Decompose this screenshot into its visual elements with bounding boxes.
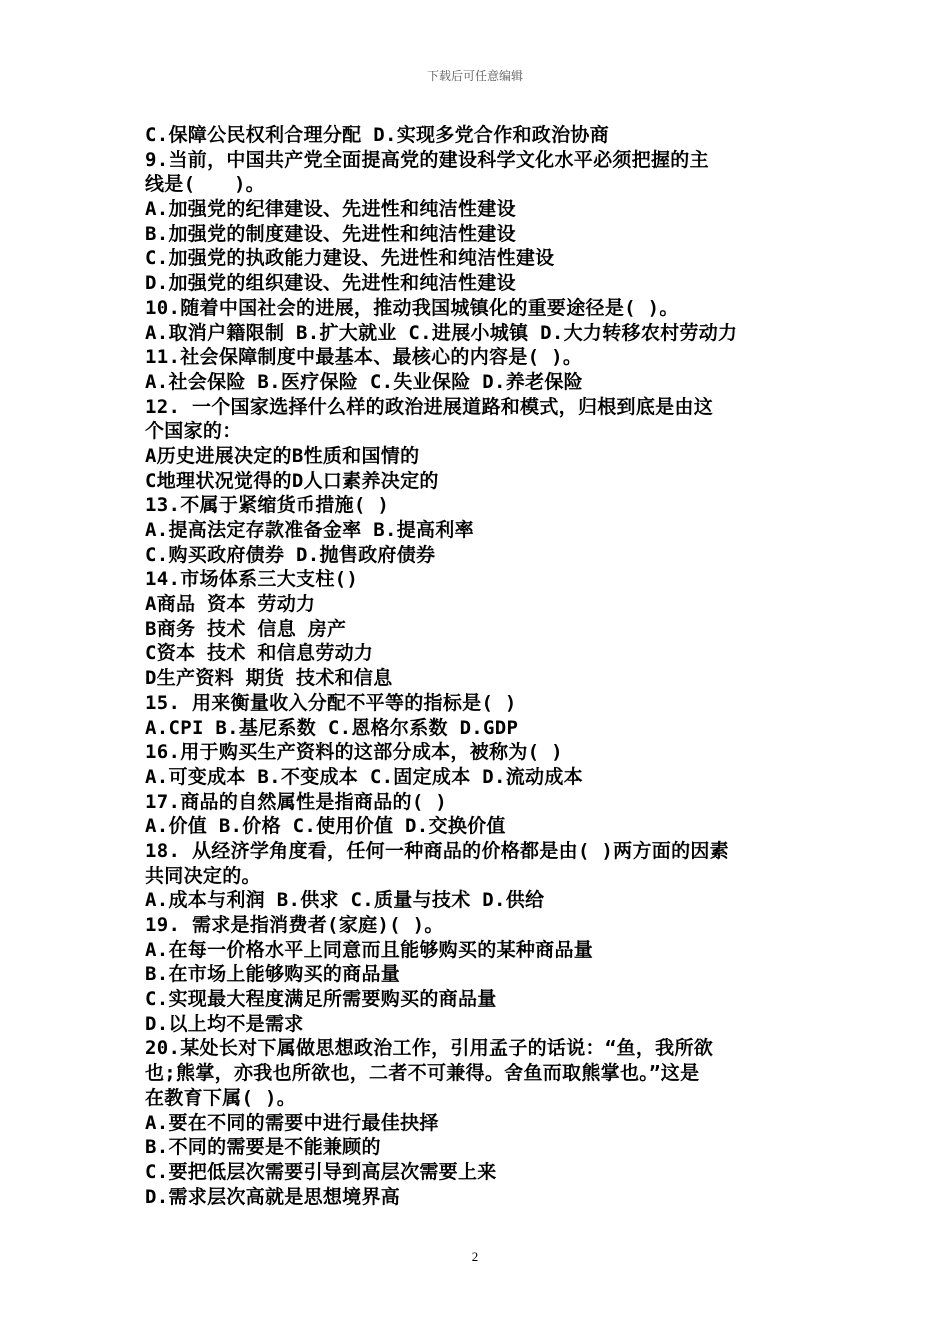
text-line: A.加强党的纪律建设、先进性和纯洁性建设 (145, 198, 516, 221)
text-line: 线是( )。 (145, 173, 265, 196)
text-line: C.保障公民权利合理分配 D.实现多党合作和政治协商 (145, 124, 609, 146)
text-line: B.在市场上能够购买的商品量 (145, 963, 401, 986)
text-line: D.以上均不是需求 (145, 1012, 304, 1035)
text-line: 10.随着中国社会的进展，推动我国城镇化的重要途径是( )。 (145, 296, 679, 319)
text-line: 17.商品的自然属性是指商品的( ) (145, 790, 448, 813)
text-line: 15. 用来衡量收入分配不平等的指标是( ) (145, 691, 517, 714)
text-line: D.需求层次高就是思想境界高 (145, 1185, 401, 1208)
text-line: 11.社会保障制度中最基本、最核心的内容是( )。 (145, 346, 583, 369)
page-number: 2 (471, 1249, 479, 1264)
text-line: A.取消户籍限制 B.扩大就业 C.进展小城镇 D.大力转移农村劳动力 (145, 321, 738, 344)
text-line: A历史进展决定的B性质和国情的 (145, 444, 420, 467)
text-line: 14.市场体系三大支柱() (145, 568, 359, 591)
page-header: 下载后可任意编辑 (426, 69, 523, 83)
text-line: B商务 技术 信息 房产 (145, 617, 347, 640)
text-line: 12. 一个国家选择什么样的政治进展道路和模式，归根到底是由这 (145, 395, 714, 418)
text-line: D生产资料 期货 技术和信息 (145, 667, 393, 690)
text-line: A.价值 B.价格 C.使用价值 D.交换价值 (145, 815, 506, 838)
text-line: A.成本与利润 B.供求 C.质量与技术 D.供给 (145, 889, 545, 912)
text-line: C.购买政府债券 D.抛售政府债券 (145, 543, 436, 566)
text-line: 20.某处长对下属做思想政治工作，引用孟子的话说：“鱼，我所欲 (145, 1037, 714, 1060)
text-line: C地理状况觉得的D人口素养决定的 (145, 469, 439, 492)
text-line: A.要在不同的需要中进行最佳抉择 (145, 1111, 439, 1134)
text-line: 在教育下属( )。 (145, 1086, 297, 1109)
text-line: D.加强党的组织建设、先进性和纯洁性建设 (145, 272, 516, 295)
text-line: A商品 资本 劳动力 (145, 593, 316, 616)
text-line: C资本 技术 和信息劳动力 (145, 642, 374, 665)
text-line: A.在每一价格水平上同意而且能够购买的某种商品量 (145, 938, 594, 961)
text-line: 也;熊掌，亦我也所欲也，二者不可兼得。舍鱼而取熊掌也。”这是 (145, 1062, 700, 1085)
text-line: C.加强党的执政能力建设、先进性和纯洁性建设 (145, 247, 555, 270)
text-line: 16.用于购买生产资料的这部分成本，被称为( ) (145, 741, 563, 764)
text-line: A.CPI B.基尼系数 C.恩格尔系数 D.GDP (145, 716, 519, 739)
text-line: A.提高法定存款准备金率 B.提高利率 (145, 519, 474, 541)
text-line: 9.当前，中国共产党全面提高党的建设科学文化水平必须把握的主 (145, 148, 709, 171)
text-line: A.社会保险 B.医疗保险 C.失业保险 D.养老保险 (145, 370, 583, 393)
text-line: A.可变成本 B.不变成本 C.固定成本 D.流动成本 (145, 765, 583, 788)
text-line: B.不同的需要是不能兼顾的 (145, 1136, 381, 1159)
document-body (145, 123, 810, 1209)
text-line: C.要把低层次需要引导到高层次需要上来 (145, 1160, 497, 1183)
text-line: 个国家的： (145, 420, 242, 443)
text-line: C.实现最大程度满足所需要购买的商品量 (145, 988, 497, 1011)
text-line: 13.不属于紧缩货币措施( ) (145, 494, 390, 517)
text-line: B.加强党的制度建设、先进性和纯洁性建设 (145, 222, 516, 245)
text-line: 共同决定的。 (145, 864, 261, 887)
text-line: 19. 需求是指消费者(家庭)( )。 (145, 914, 444, 936)
text-line: 18. 从经济学角度看，任何一种商品的价格都是由( )两方面的因素 (145, 839, 729, 862)
